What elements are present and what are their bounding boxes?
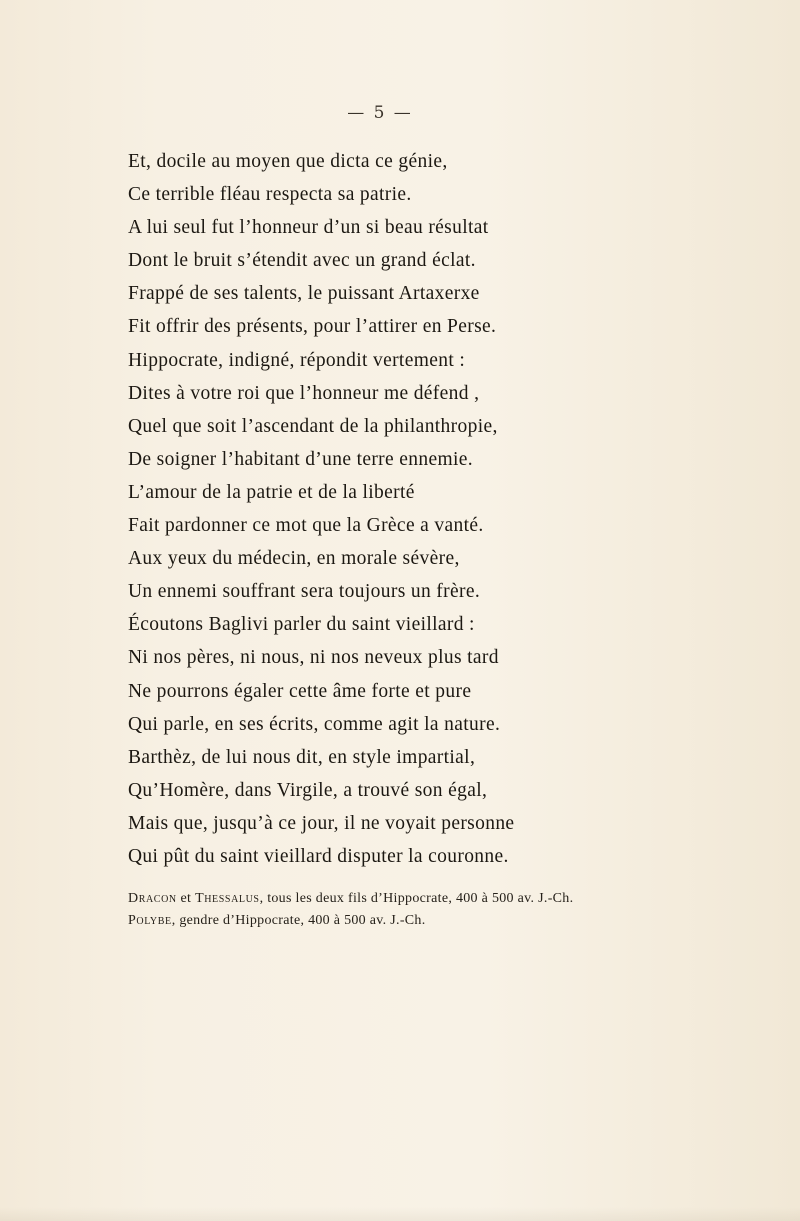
verse-line: Quel que soit l’ascendant de la philanthropie,	[128, 415, 498, 437]
note-name: Thessalus	[195, 891, 260, 906]
verse-line: Un ennemi souffrant sera toujours un frère.	[128, 581, 481, 603]
verse-line: Ne pourrons égaler cette âme forte et pure	[128, 680, 472, 702]
verse-line: Dites à votre roi que l’honneur me défend ,	[128, 382, 480, 404]
note-conjunction: et	[180, 891, 192, 906]
note-text: , gendre d’Hippocrate, 400 à 500 av. J.-Ch.	[171, 913, 426, 928]
verse-line: Hippocrate, indigné, répondit vertement :	[128, 349, 466, 371]
verse-line: Ce terrible fléau respecta sa patrie.	[128, 184, 412, 206]
footnote-line	[128, 910, 573, 932]
note-text: , tous les deux fils d’Hippocrate, 400 à 500 av. J.-Ch.	[259, 891, 574, 906]
verse-line: Qu’Homère, dans Virgile, a trouvé son égal,	[128, 779, 488, 801]
page-number: — 5 —	[347, 103, 413, 123]
verse-line: A lui seul fut l’honneur d’un si beau résultat	[128, 217, 489, 239]
footnotes	[128, 888, 573, 932]
verse-line: Qui pût du saint vieillard disputer la couronne.	[128, 845, 509, 867]
verse-line: Et, docile au moyen que dicta ce génie,	[128, 151, 448, 172]
verse-line: L’amour de la patrie et de la liberté	[128, 481, 415, 503]
poem-verses	[128, 145, 514, 873]
verse-line: Aux yeux du médecin, en morale sévère,	[128, 548, 460, 570]
verse-line: Qui parle, en ses écrits, comme agit la nature.	[128, 713, 501, 735]
verse-line: Frappé de ses talents, le puissant Artaxerxe	[128, 283, 480, 305]
note-name: Dracon	[128, 891, 177, 906]
verse-line: De soigner l’habitant d’une terre ennemie.	[128, 448, 473, 470]
verse-line: Mais que, jusqu’à ce jour, il ne voyait personne	[128, 812, 515, 834]
verse-line: Écoutons Baglivi parler du saint vieillard :	[128, 614, 475, 636]
verse-line: Dont le bruit s’étendit avec un grand éclat.	[128, 250, 476, 272]
note-name: Polybe	[128, 913, 172, 928]
verse-line: Fit offrir des présents, pour l’attirer en Perse.	[128, 316, 497, 338]
footnote-line	[128, 888, 573, 910]
verse-line: Ni nos pères, ni nous, ni nos neveux plus tard	[128, 647, 499, 669]
verse-line: Barthèz, de lui nous dit, en style impartial,	[128, 746, 476, 768]
page-edge-shadow	[0, 1207, 800, 1221]
verse-line: Fait pardonner ce mot que la Grèce a vanté.	[128, 515, 484, 537]
